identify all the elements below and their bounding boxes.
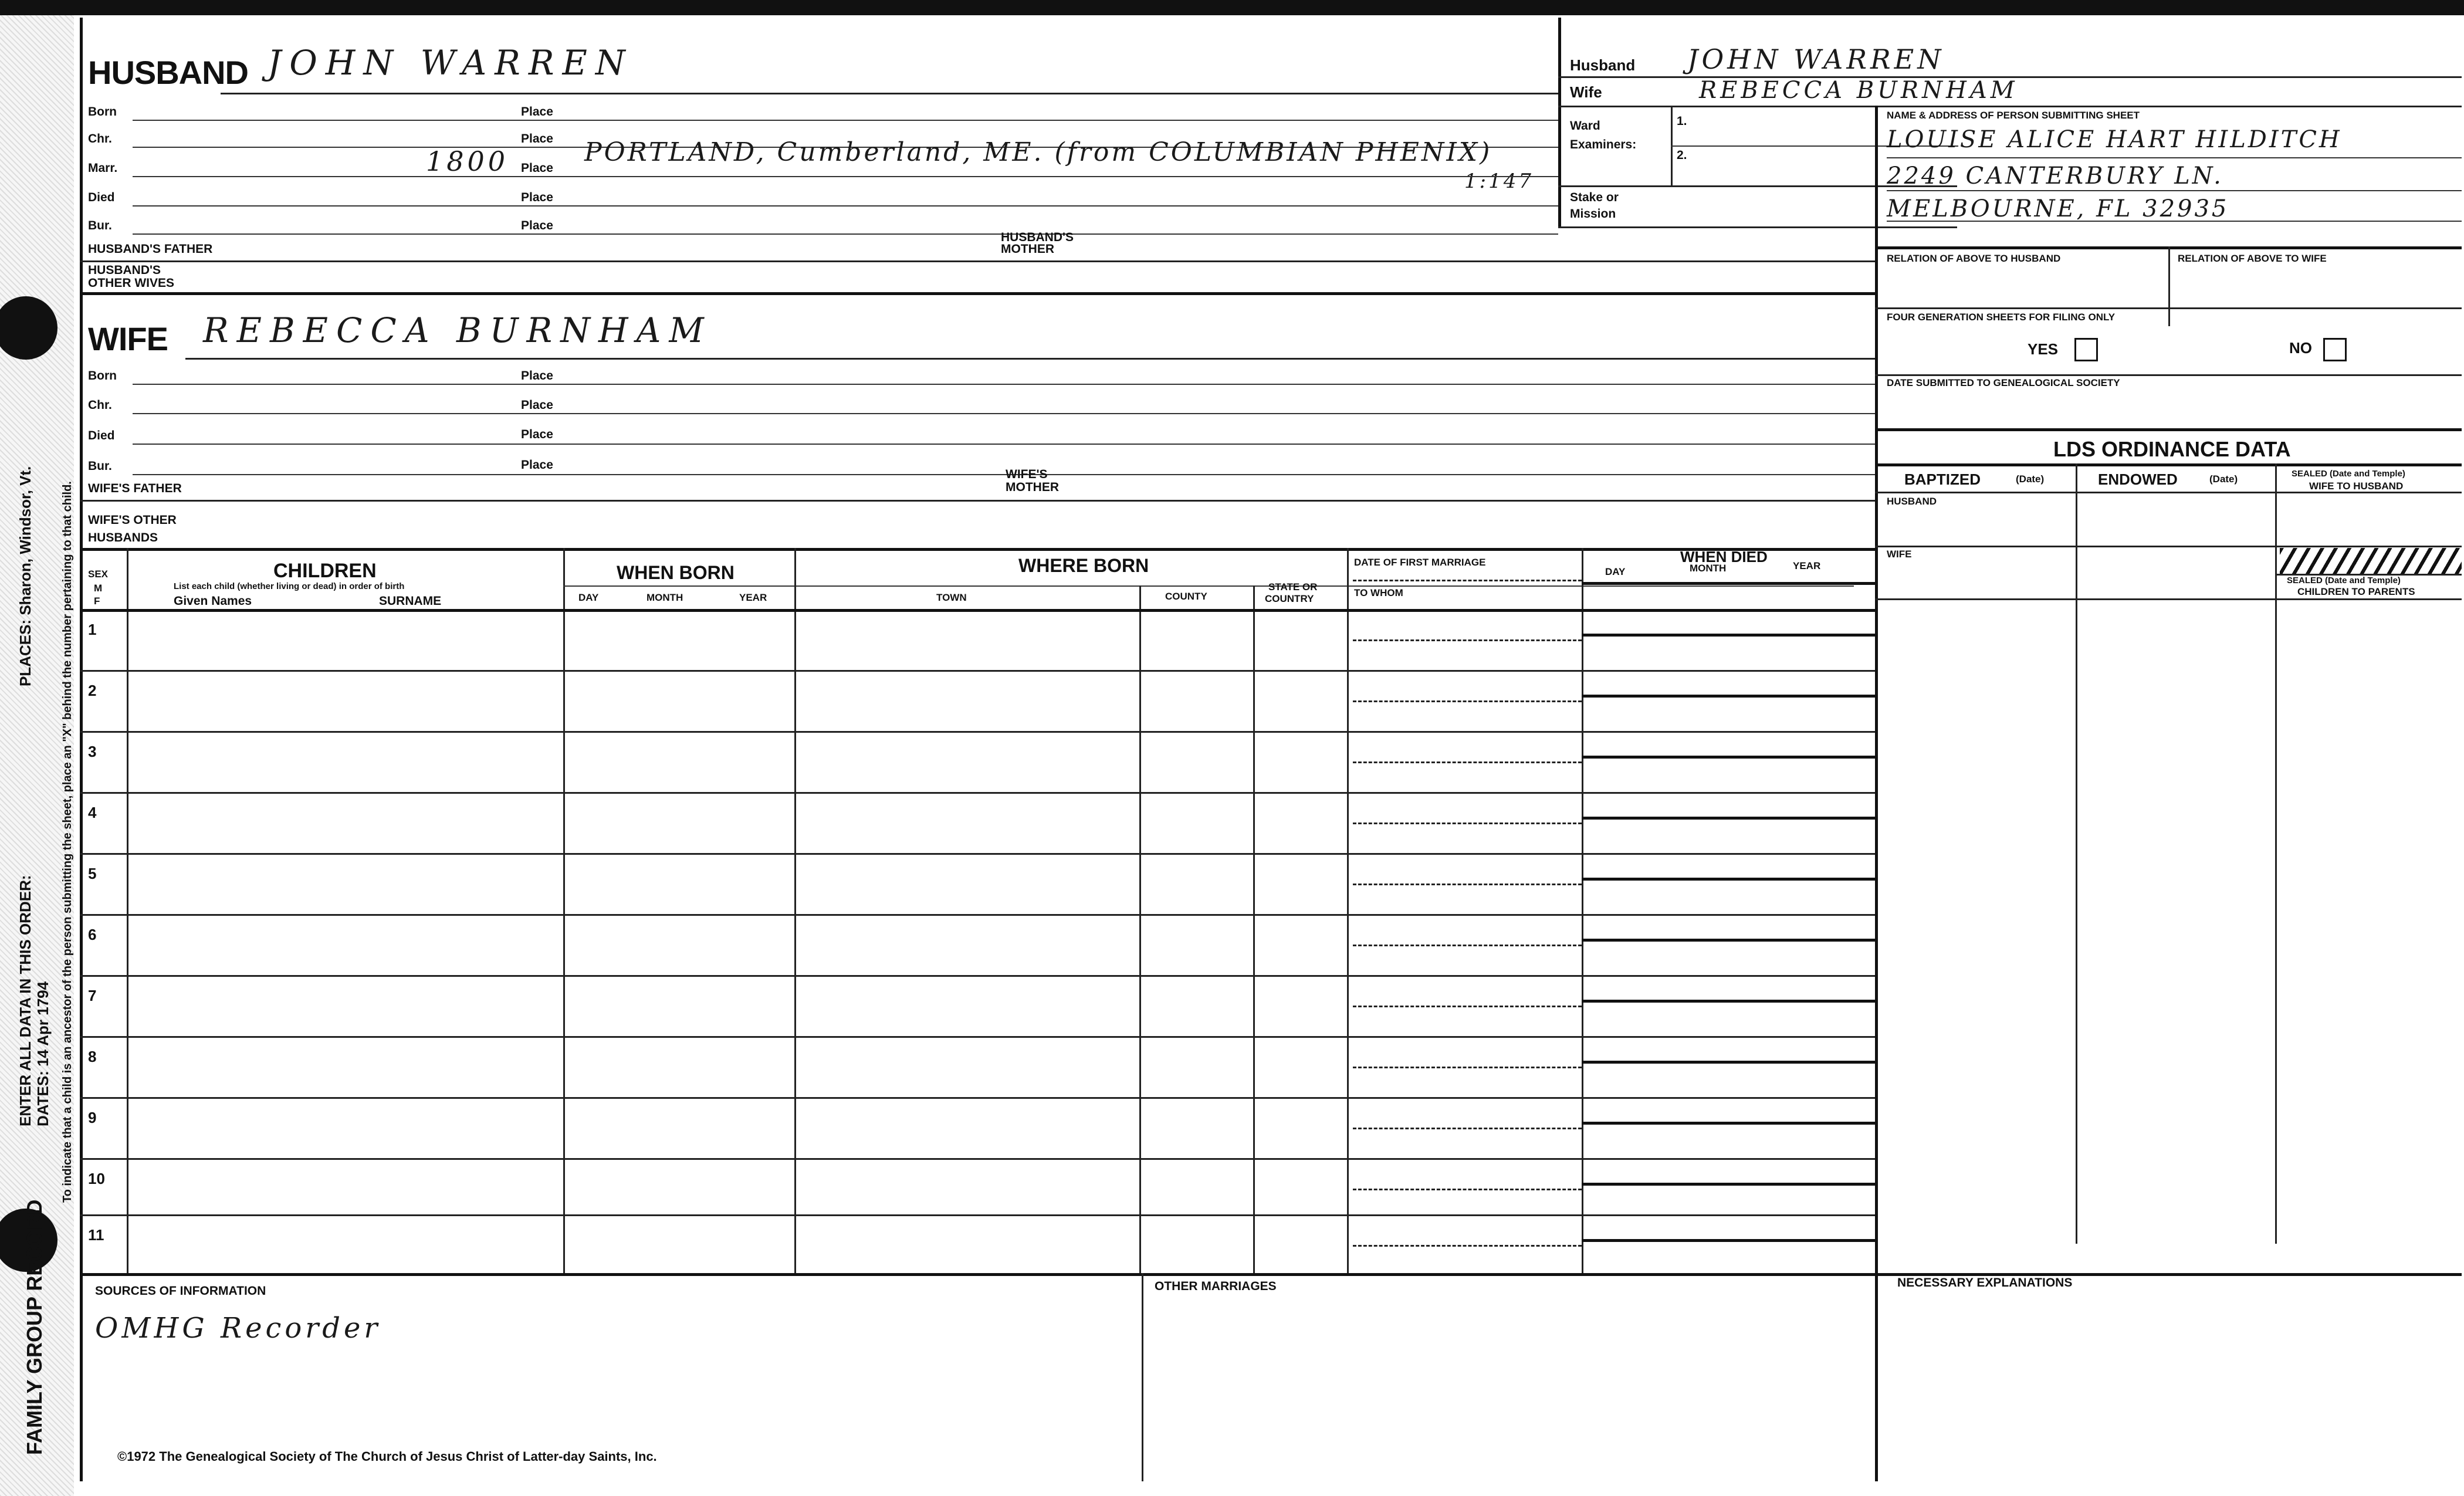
wife-died-place-label: Place — [521, 428, 553, 441]
hatch-bottom — [2275, 574, 2462, 576]
first-marriage-label: DATE OF FIRST MARRIAGE — [1354, 557, 1486, 568]
wife-to-husband-label: WIFE TO HUSBAND — [2309, 480, 2404, 492]
relation-husband-label: RELATION OF ABOVE TO HUSBAND — [1887, 253, 2061, 264]
child-marriage-dash[interactable] — [1353, 761, 1582, 763]
wife-other-husbands-2: HUSBANDS — [88, 531, 158, 544]
examiners-label: Examiners: — [1570, 138, 1637, 151]
enter-order-text: ENTER ALL DATA IN THIS ORDER: — [16, 875, 34, 1126]
other-marriages-label: OTHER MARRIAGES — [1155, 1280, 1277, 1293]
wife-father-label: WIFE'S FATHER — [88, 482, 182, 495]
four-gen-label: FOUR GENERATION SHEETS FOR FILING ONLY — [1887, 312, 2116, 323]
child-marriage-dash[interactable] — [1353, 823, 1582, 824]
husband-born-place-label: Place — [521, 105, 553, 119]
husband-heading: HUSBAND — [88, 54, 248, 91]
top-edge-bar — [0, 0, 2464, 15]
wife-mother-label-1: WIFE'S — [1006, 468, 1048, 481]
col-sex-divider — [127, 548, 128, 1275]
first-marriage-dash — [1353, 580, 1582, 581]
child-row-bottom[interactable] — [80, 1214, 1875, 1216]
lds-header-bottom — [1875, 492, 2462, 493]
born-month-label: MONTH — [647, 592, 683, 603]
to-whom-label: TO WHOM — [1354, 587, 1403, 598]
child-row-bottom[interactable] — [80, 731, 1875, 733]
child-row-bottom[interactable] — [80, 670, 1875, 672]
places-example: PLACES: Sharon, Windsor, Vt. — [16, 466, 34, 686]
child-row-bottom[interactable] — [80, 1036, 1875, 1038]
ancestor-instruction: To indicate that a child is an ancestor of the person submitting the sheet, place an "X" behind the number pertaining to that child. — [61, 481, 74, 1203]
wife-chr-line[interactable] — [133, 413, 1875, 414]
child-died-line[interactable] — [1582, 756, 1875, 759]
relation-bottom[interactable] — [1875, 307, 2462, 309]
form-title-text: FAMILY GROUP RECORD — [22, 1199, 46, 1455]
copyright-notice: ©1972 The Genealogical Society of The Church of Jesus Christ of Latter-day Saints, Inc. — [117, 1449, 657, 1464]
husband-other-wives-2: OTHER WIVES — [88, 276, 175, 290]
mission-label: Mission — [1570, 207, 1616, 221]
born-day-label: DAY — [578, 592, 599, 603]
surname-label: SURNAME — [379, 594, 442, 608]
child-marriage-dash[interactable] — [1353, 1189, 1582, 1190]
lds-husband-row-bottom[interactable] — [1875, 546, 2462, 547]
header-husband-value[interactable]: JOHN WARREN — [1687, 43, 1945, 75]
submitter-label: NAME & ADDRESS OF PERSON SUBMITTING SHEET — [1887, 110, 2140, 121]
child-died-line[interactable] — [1582, 1000, 1875, 1003]
child-row-number: 6 — [88, 926, 97, 943]
town-label: TOWN — [936, 592, 967, 603]
wife-bur-label: Bur. — [88, 459, 112, 473]
husband-mother-label-1: HUSBAND'S — [1001, 231, 1074, 244]
child-died-line[interactable] — [1582, 878, 1875, 881]
col-born-divider — [794, 548, 796, 1275]
lds-title: LDS ORDINANCE DATA — [2053, 437, 2291, 461]
child-row-bottom[interactable] — [80, 792, 1875, 794]
ward-label: Ward — [1570, 119, 1600, 133]
child-marriage-dash[interactable] — [1353, 945, 1582, 946]
col-town-divider — [1139, 585, 1141, 1275]
husband-died-label: Died — [88, 191, 115, 204]
child-died-line[interactable] — [1582, 1061, 1875, 1064]
col-marriage-divider — [1582, 548, 1583, 1275]
col-county-divider — [1253, 585, 1255, 1275]
wife-died-label: Died — [88, 429, 115, 442]
wife-bur-line[interactable] — [133, 474, 1875, 475]
wife-name-line — [185, 358, 1875, 360]
child-died-line[interactable] — [1582, 1183, 1875, 1186]
state-label-1: STATE OR — [1268, 581, 1318, 593]
sealed-wife-label: SEALED (Date and Temple) — [2292, 469, 2405, 479]
lds-col-divider-2 — [2275, 463, 2277, 1244]
examiner-2[interactable]: 2. — [1677, 148, 1687, 162]
submitter-line-2[interactable]: 2249 CANTERBURY LN. — [1887, 163, 2223, 189]
children-header-bottom — [80, 609, 1875, 612]
wife-born-line[interactable] — [133, 384, 1875, 385]
wife-mother-label-2: MOTHER — [1006, 480, 1059, 494]
child-marriage-dash[interactable] — [1353, 1245, 1582, 1247]
wife-died-line[interactable] — [133, 444, 1875, 445]
when-born-label: WHEN BORN — [617, 562, 735, 583]
col-name-divider — [563, 548, 565, 1275]
children-instructions: List each child (whether living or dead) in order of birth — [174, 581, 405, 591]
child-row-number: 7 — [88, 987, 97, 1004]
necessary-explanations-label: NECESSARY EXPLANATIONS — [1897, 1276, 2073, 1289]
children-table-bottom — [80, 1273, 2462, 1276]
lds-wife-row-bottom[interactable] — [1875, 598, 2462, 600]
child-marriage-dash[interactable] — [1353, 1067, 1582, 1068]
submitter-rule-1 — [1887, 157, 2462, 158]
husband-chr-label: Chr. — [88, 132, 112, 145]
stake-label: Stake or — [1570, 191, 1619, 204]
husband-born-line[interactable] — [133, 120, 1558, 121]
husband-father-label: HUSBAND'S FATHER — [88, 242, 213, 256]
child-row-number: 1 — [88, 621, 97, 638]
sources-value[interactable]: OMHG Recorder — [95, 1312, 381, 1345]
wife-bur-place-label: Place — [521, 458, 553, 472]
child-died-line[interactable] — [1582, 634, 1875, 637]
wife-born-label: Born — [88, 369, 117, 383]
husband-marr-place[interactable]: PORTLAND, Cumberland, ME. (from COLUMBIAN PHENIX) — [584, 137, 1492, 167]
four-gen-bottom — [1875, 374, 2462, 376]
husband-name[interactable]: JOHN WARREN — [268, 43, 634, 83]
baptized-date-label: (Date) — [2016, 473, 2045, 485]
children-to-parents-label: CHILDREN TO PARENTS — [2297, 586, 2415, 597]
husband-bur-label: Bur. — [88, 219, 112, 232]
husband-died-line[interactable] — [133, 205, 1558, 207]
yes-checkbox[interactable] — [2074, 338, 2098, 361]
wife-born-place-label: Place — [521, 369, 553, 383]
child-row-bottom[interactable] — [80, 1097, 1875, 1099]
sources-divider — [1142, 1273, 1143, 1481]
husband-other-wives-1: HUSBAND'S — [88, 263, 161, 277]
endowed-date-label: (Date) — [2209, 473, 2238, 485]
husband-died-place-label: Place — [521, 191, 553, 204]
died-year-label: YEAR — [1793, 560, 1821, 571]
no-label: NO — [2289, 339, 2312, 357]
husband-marr-line[interactable] — [133, 176, 1558, 177]
submitter-rule-3 — [1887, 221, 2462, 222]
wife-name[interactable]: REBECCA BURNHAM — [203, 310, 712, 350]
header-wife-line — [1558, 106, 2462, 107]
given-names-label: Given Names — [174, 594, 252, 608]
husband-marr-note: 1:147 — [1464, 170, 1534, 193]
child-died-line[interactable] — [1582, 939, 1875, 942]
wife-other-husbands-1: WIFE'S OTHER — [88, 513, 177, 527]
wife-father-line[interactable] — [80, 500, 1875, 502]
stake-bottom-line — [1558, 226, 1957, 228]
col-subheader-line — [563, 585, 1854, 587]
child-row-bottom[interactable] — [80, 975, 1875, 977]
child-row-number: 10 — [88, 1170, 105, 1187]
lds-husband-label: HUSBAND — [1887, 496, 1937, 507]
child-row-number: 8 — [88, 1048, 97, 1065]
husband-section-bottom — [80, 292, 1875, 295]
lds-title-bottom — [1875, 463, 2462, 466]
child-row-bottom[interactable] — [80, 1158, 1875, 1160]
husband-bur-place-label: Place — [521, 219, 553, 232]
died-month-label: MONTH — [1690, 563, 1727, 574]
header-husband-label: Husband — [1570, 56, 1636, 74]
date-submitted-label: DATE SUBMITTED TO GENEALOGICAL SOCIETY — [1887, 377, 2120, 388]
sex-f-label: F — [94, 595, 100, 607]
no-checkbox[interactable] — [2323, 338, 2347, 361]
where-born-label: WHERE BORN — [1018, 555, 1149, 576]
child-row-number: 3 — [88, 743, 97, 760]
when-died-label: WHEN DIED — [1680, 548, 1768, 566]
wife-chr-place-label: Place — [521, 398, 553, 412]
child-row-number: 11 — [88, 1226, 104, 1244]
col-state-divider — [1347, 548, 1349, 1275]
form-title — [23, 1200, 46, 1455]
family-group-form — [80, 18, 2462, 1487]
sex-m-label: M — [94, 583, 103, 594]
wife-heading: WIFE — [88, 320, 168, 357]
dates-example: DATES: 14 Apr 1794 — [34, 981, 52, 1126]
submitter-line-3[interactable]: MELBOURNE, FL 32935 — [1887, 195, 2229, 222]
husband-mother-label-2: MOTHER — [1001, 242, 1054, 256]
child-died-line[interactable] — [1582, 1122, 1875, 1125]
header-wife-value[interactable]: REBECCA BURNHAM — [1699, 77, 2018, 104]
relation-divider — [2168, 246, 2170, 326]
lds-wife-label: WIFE — [1887, 549, 1912, 560]
child-died-line[interactable] — [1582, 1239, 1875, 1242]
baptized-label: BAPTIZED — [1904, 471, 1981, 488]
husband-father-line[interactable] — [80, 260, 1875, 262]
husband-born-label: Born — [88, 105, 117, 119]
hatched-block — [2280, 548, 2462, 575]
header-wife-label: Wife — [1570, 83, 1602, 101]
husband-marr-place-label: Place — [521, 161, 553, 175]
child-marriage-dash[interactable] — [1353, 1006, 1582, 1007]
husband-chr-place-label: Place — [521, 132, 553, 145]
children-table-top — [80, 548, 1875, 551]
husband-bur-line[interactable] — [133, 233, 1558, 235]
child-row-number: 9 — [88, 1109, 97, 1126]
lds-col-divider-1 — [2076, 463, 2077, 1244]
date-submitted-bottom[interactable] — [1875, 428, 2462, 431]
child-row-bottom[interactable] — [80, 914, 1875, 916]
child-died-line[interactable] — [1582, 695, 1875, 698]
born-year-label: YEAR — [739, 592, 767, 603]
child-marriage-dash[interactable] — [1353, 639, 1582, 641]
endowed-label: ENDOWED — [2098, 471, 2178, 488]
sealed-children-label: SEALED (Date and Temple) — [2287, 576, 2401, 585]
submitter-rule-2 — [1887, 190, 2462, 191]
yes-label: YES — [2028, 340, 2059, 358]
header-box-left-border — [1558, 18, 1561, 226]
child-marriage-dash[interactable] — [1353, 1128, 1582, 1129]
child-row-number: 5 — [88, 865, 97, 882]
child-marriage-dash[interactable] — [1353, 700, 1582, 702]
husband-marr-label: Marr. — [88, 161, 118, 175]
county-label: COUNTY — [1165, 591, 1207, 602]
children-title: CHILDREN — [273, 560, 377, 582]
sex-label: SEX — [88, 568, 109, 580]
child-row-number: 2 — [88, 682, 97, 699]
child-row-bottom[interactable] — [80, 853, 1875, 855]
child-row-number: 4 — [88, 804, 97, 821]
died-day-label: DAY — [1605, 566, 1626, 577]
wife-chr-label: Chr. — [88, 398, 112, 412]
sources-label: SOURCES OF INFORMATION — [95, 1284, 266, 1298]
state-label-2: COUNTRY — [1265, 593, 1314, 604]
submitter-line-1[interactable]: LOUISE ALICE HART HILDITCH — [1887, 126, 2342, 153]
child-marriage-dash[interactable] — [1353, 884, 1582, 885]
relation-wife-label: RELATION OF ABOVE TO WIFE — [2178, 253, 2327, 264]
examiner-1[interactable]: 1. — [1677, 114, 1687, 128]
child-died-line[interactable] — [1582, 817, 1875, 820]
died-header-bottom — [1582, 582, 1875, 585]
husband-marr-date[interactable]: 1800 — [426, 145, 509, 177]
form-left-border — [80, 18, 83, 1481]
husband-name-line — [221, 93, 1558, 94]
